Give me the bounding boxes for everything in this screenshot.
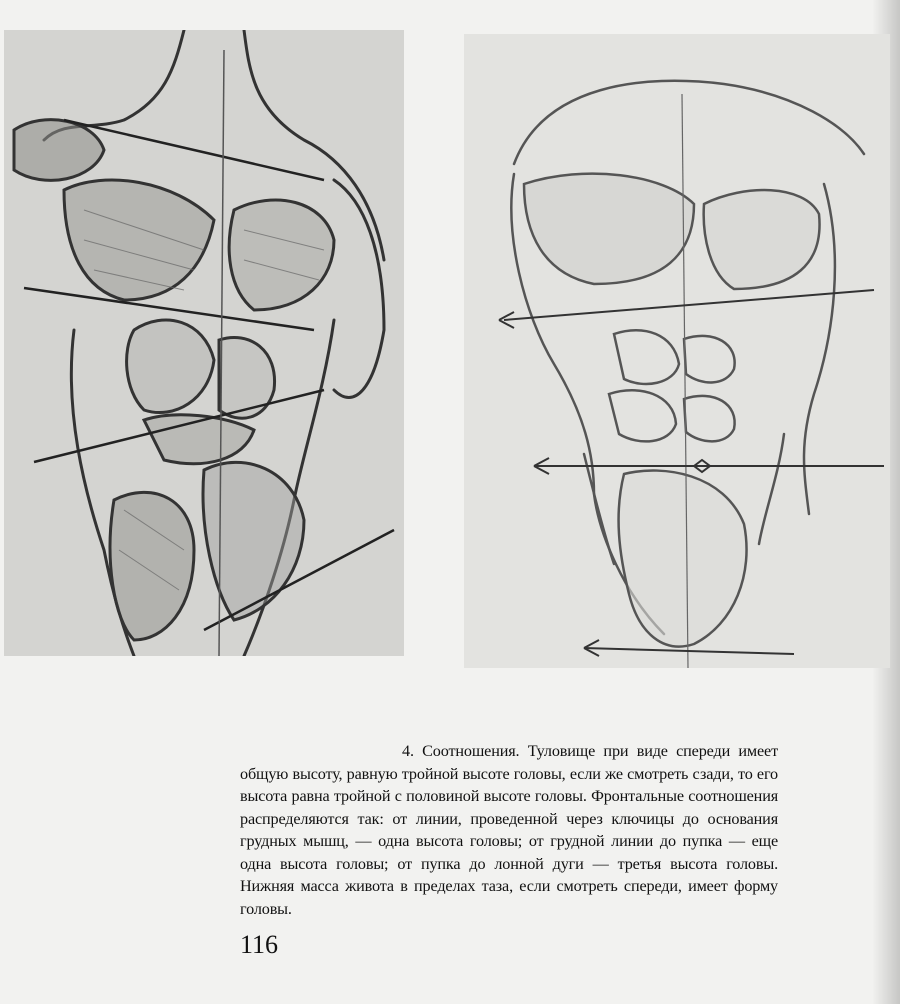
- torso-sketch-proportions: [464, 34, 890, 668]
- torso-sketch-musculature: [4, 30, 404, 656]
- figure-caption: 4. Соотношения. Туловище при виде спереди имеет общую высоту, равную тройной высоте головы, если же смотреть сзади, то его высота равна тройной с половиной высоте головы. Фронтальные соотношения распределяются так: от линии, проведенной через ключицы до основания грудных мышц, — одна высота головы; от грудной линии до пупка — еще одна высота головы; от пупка до лонной дуги — третья высота головы. Нижняя масса живота в пределах таза, если смотреть спереди, имеет форму головы.: [240, 742, 778, 918]
- torso-drawing-right: [464, 34, 890, 668]
- torso-drawing-left: [4, 30, 404, 656]
- page-number: 116: [240, 930, 279, 959]
